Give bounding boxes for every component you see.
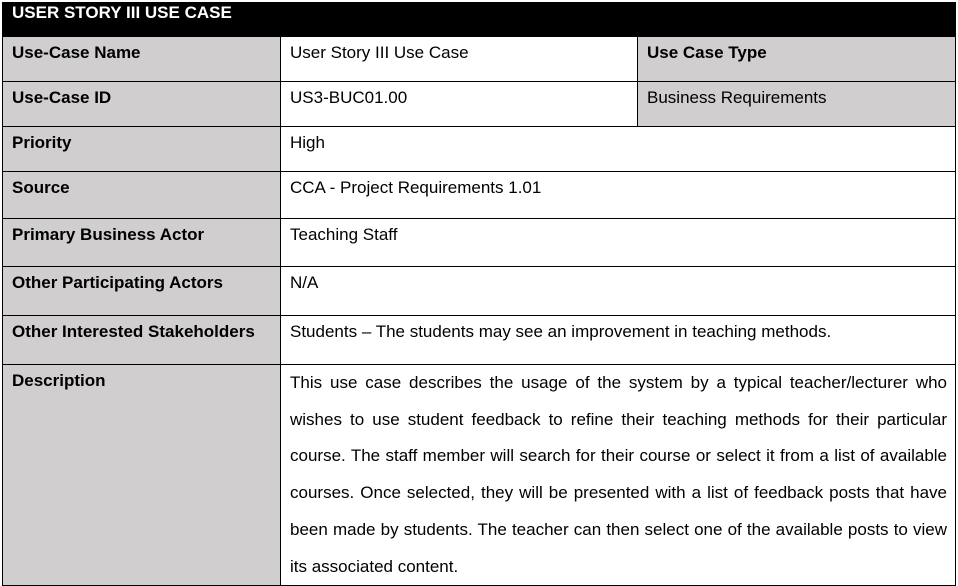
use-case-name-value: User Story III Use Case bbox=[281, 37, 638, 82]
table-title: USER STORY III USE CASE bbox=[3, 3, 956, 37]
primary-actor-value: Teaching Staff bbox=[281, 219, 956, 267]
row-priority bbox=[3, 127, 956, 172]
row-primary-actor bbox=[3, 219, 956, 267]
source-label: Source bbox=[3, 172, 281, 219]
use-case-id-value: US3-BUC01.00 bbox=[281, 82, 638, 127]
row-stakeholders bbox=[3, 316, 956, 365]
stakeholders-label: Other Interested Stakeholders bbox=[3, 316, 281, 365]
use-case-table bbox=[2, 2, 956, 586]
use-case-type-value: Business Requirements bbox=[638, 82, 956, 127]
row-use-case-id bbox=[3, 82, 956, 127]
description-value: This use case describes the usage of the system by a typical teacher/lecturer who wishes to use student feedback to refine their teaching methods for their particular course. The staff member will search for their course or select it from a list of available courses. Once selected, they will be presented with a list of feedback posts that have been made by students. The teacher can then select one of the available posts to view its associated content. bbox=[281, 365, 956, 586]
row-use-case-name bbox=[3, 37, 956, 82]
stakeholders-value: Students – The students may see an improvement in teaching methods. bbox=[281, 316, 956, 365]
table-title-row bbox=[3, 3, 956, 37]
source-value: CCA - Project Requirements 1.01 bbox=[281, 172, 956, 219]
use-case-name-label: Use-Case Name bbox=[3, 37, 281, 82]
other-actors-label: Other Participating Actors bbox=[3, 267, 281, 316]
description-label: Description bbox=[3, 365, 281, 586]
use-case-id-label: Use-Case ID bbox=[3, 82, 281, 127]
priority-value: High bbox=[281, 127, 956, 172]
row-source bbox=[3, 172, 956, 219]
row-description bbox=[3, 365, 956, 586]
row-other-actors bbox=[3, 267, 956, 316]
other-actors-value: N/A bbox=[281, 267, 956, 316]
use-case-type-label: Use Case Type bbox=[638, 37, 956, 82]
primary-actor-label: Primary Business Actor bbox=[3, 219, 281, 267]
priority-label: Priority bbox=[3, 127, 281, 172]
